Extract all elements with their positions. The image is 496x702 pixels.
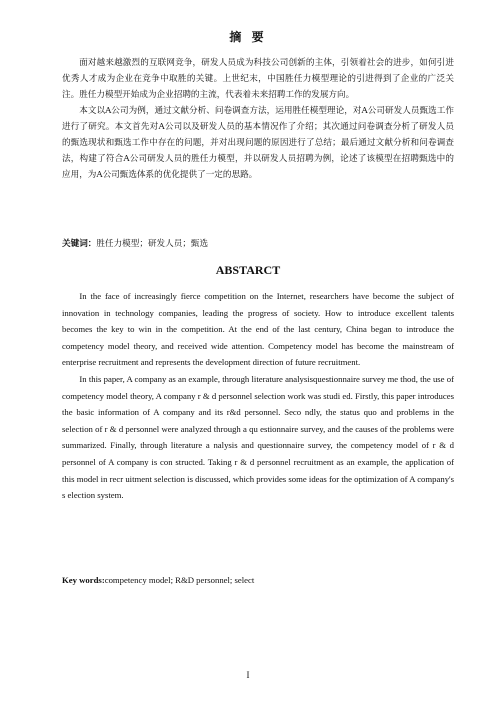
keywords-cn-label: 关键词： [62,239,97,249]
keywords-en [62,575,254,585]
keywords-en-value: competency model; R&D personnel; select [104,575,255,585]
abstract-cn-paragraph: 本文以A公司为例，通过文献分析、问卷调查方法，运用胜任模型理论，对A公司研发人员甄选工作进行了研究。本文首先对A公司以及研发人员的基本情况作了介绍；其次通过问卷调查分析了研发人员的甄选现状和甄选工作中存在的问题，并对出现问题的原因进行了总结；最后通过文献分析和问卷调查法，构建了符合A公司研发人员的胜任力模型，并以研发人员招聘为例，论述了该模型在招聘甄选中的应用，为A公司甄选体系的优化提供了一定的思路。 [62,106,454,180]
page-number: I [246,670,250,680]
abstract-en-body [62,288,454,504]
keywords-en-label: Key words: [62,575,105,585]
abstract-cn-body [62,55,454,183]
abstract-en-paragraph: In this paper, A company as an example, through literature analysisquestionnaire survey me thod, the use of competency model theory, A company r & d personnel selection work was studi ed. Firstly, this paper introduces the basic information of A company and its r&d personnel. Seco ndly, the status quo and problems in the selection of r & d personnel were analyzed through a qu estionnaire survey, and the causes of the problems were summarized. Finally, through literature a nalysis and questionnaire survey, the competency model of r & d personnel of A company is con structed. Taking r & d personnel recruitment as an example, the application of this model in recr uitment selection is discussed, which provides some ideas for the optimization of A company's s election system. [62,373,454,501]
keywords-cn [62,237,208,251]
keywords-cn-value: 胜任力模型；研发人员；甄选 [96,239,209,249]
abstract-en-paragraph: In the face of increasingly fierce competition on the Internet, researchers have become the subject of innovation in technology companies, leading the progress of society. How to introduce excellent talents becomes the key to win in the competition. At the end of the last century, China began to introduce the competency model theory, and received wide attention. Competency model has become the mainstream of enterprise recruitment and represents the development direction of future recruitment. [62,291,454,368]
abstract-cn-title: 摘 要 [229,30,267,44]
abstract-en-title: ABSTARCT [215,263,281,277]
abstract-cn-paragraph: 面对越来越激烈的互联网竞争，研发人员成为科技公司创新的主体，引领着社会的进步，如何引进优秀人才成为企业在竞争中取胜的关键。上世纪末，中国胜任力模型理论的引进得到了企业的广泛关注。胜任力模型开始成为企业招聘的主流，代表着未来招聘工作的发展方向。 [62,58,454,100]
